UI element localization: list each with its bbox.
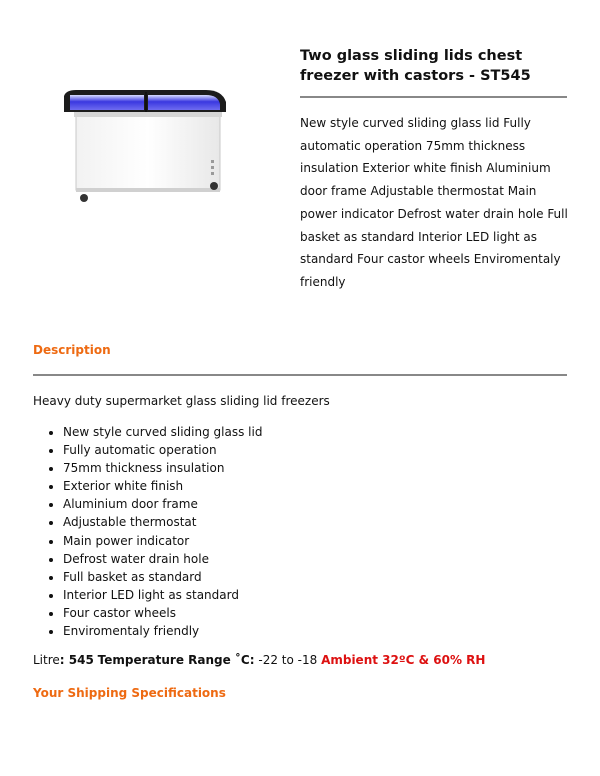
feature-item: • Four castor wheels: [63, 604, 262, 622]
product-title: Two glass sliding lids chest freezer with castors - ST545: [300, 48, 531, 84]
ambient-conditions: Ambient 32ºC & 60% RH: [321, 653, 486, 667]
feature-list: [33, 423, 262, 640]
feature-item: • Full basket as standard: [63, 568, 262, 586]
feature-item: • Enviromentaly friendly: [63, 622, 262, 640]
spec-line: [33, 652, 485, 668]
feature-item: • Exterior white finish: [63, 477, 262, 495]
feature-item: • Main power indicator: [63, 532, 262, 550]
shipping-heading: Your Shipping Specifications: [33, 686, 226, 700]
feature-item: • Aluminium door frame: [63, 495, 262, 513]
description-divider: [33, 374, 567, 376]
product-summary: New style curved sliding glass lid Fully automatic operation 75mm thickness insulation Exterior white finish Aluminium door frame Adjustable thermostat Main power indicator Defrost water drain hole Full basket as standard Interior LED light as standard Four castor wheels Enviromentaly friendly: [300, 116, 568, 289]
title-divider: [300, 96, 567, 98]
feature-item: • Adjustable thermostat: [63, 513, 262, 531]
litre-value: : 545: [59, 653, 94, 667]
temperature-label: Temperature Range ˚C:: [97, 653, 255, 667]
feature-item: • New style curved sliding glass lid: [63, 423, 262, 441]
feature-item: • Defrost water drain hole: [63, 550, 262, 568]
feature-item: • Fully automatic operation: [63, 441, 262, 459]
chest-freezer-icon: [56, 82, 236, 212]
litre-label: Litre: [33, 653, 60, 667]
description-heading: Description: [33, 343, 111, 357]
description-intro: Heavy duty supermarket glass sliding lid freezers: [33, 394, 330, 408]
temperature-value: -22 to -18: [258, 653, 318, 667]
feature-item: • 75mm thickness insulation: [63, 459, 262, 477]
feature-item: • Interior LED light as standard: [63, 586, 262, 604]
